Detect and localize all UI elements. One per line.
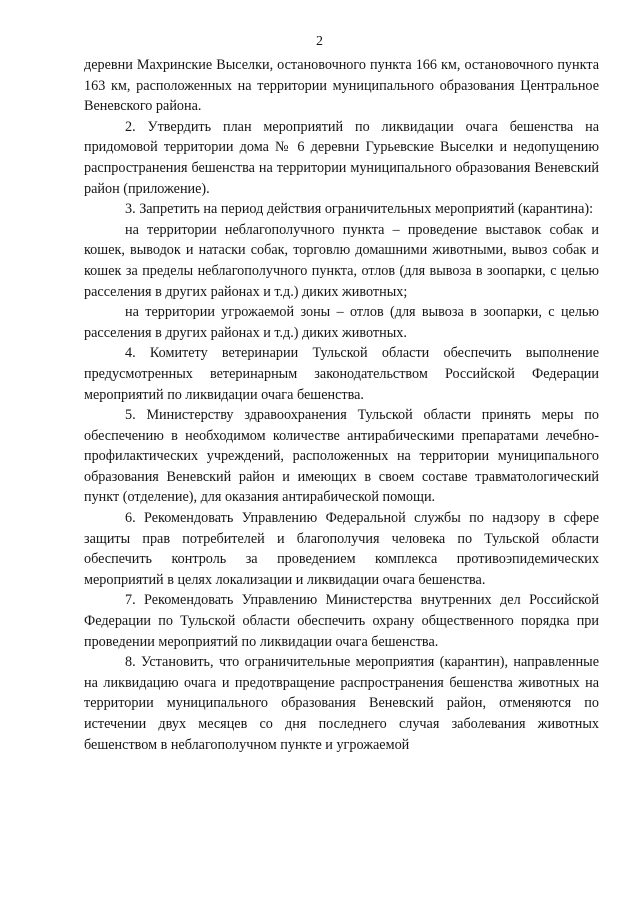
paragraph: на территории угрожаемой зоны – отлов (для вывоза в зоопарки, с целью расселения в других районах и т.д.) диких животных. xyxy=(84,304,599,341)
document-body xyxy=(84,55,599,755)
paragraph: деревни Махринские Выселки, остановочного пункта 166 км, остановочного пункта 163 км, расположенных на территории муниципального образования Центральное Веневского района. xyxy=(84,57,599,115)
paragraph: 7. Рекомендовать Управлению Министерства внутренних дел Российской Федерации по Тульской области обеспечить охрану общественного порядка при проведении мероприятий по ликвидации очага бешенства. xyxy=(84,592,599,650)
paragraph: 3. Запретить на период действия ограничительных мероприятий (карантина): xyxy=(125,201,594,218)
paragraph: на территории неблагополучного пункта – проведение выставок собак и кошек, выводок и натаски собак, торговлю домашними животными, вывоз собак и кошек за пределы неблагополучного пункта, отлов (для вывоза в зоопарки, с целью расселения в других районах и т.д.) диких животных; xyxy=(84,221,599,300)
paragraph: 4. Комитету ветеринарии Тульской области обеспечить выполнение предусмотренных ветеринарным законодательством Российской Федерации мероприятий по ликвидации очага бешенства. xyxy=(84,345,599,403)
paragraph: 2. Утвердить план мероприятий по ликвидации очага бешенства на придомовой территории дома № 6 деревни Гурьевские Выселки и недопущению распространения бешенства на территории муниципального образования Веневский район (приложение). xyxy=(84,118,599,197)
paragraph: 6. Рекомендовать Управлению Федеральной службы по надзору в сфере защиты прав потребителей и благополучия человека по Тульской области обеспечить контроль за проведением комплекса противоэпидемических мероприятий в целях локализации и ликвидации очага бешенства. xyxy=(84,510,599,588)
paragraph: 8. Установить, что ограничительные мероприятия (карантин), направленные на ликвидацию очага и предотвращение распространения бешенства животных на территории муниципального образования Веневский район, отменяются по истечении двух месяцев со дня последнего случая заболевания животных бешенством в неблагополучном пункте и угрожаемой xyxy=(84,654,599,753)
page-number: 2 xyxy=(316,34,323,49)
paragraph: 5. Министерству здравоохранения Тульской области принять меры по обеспечению в необходимом количестве антирабическими препаратами лечебно-профилактических учреждений, расположенных на территории муниципального образования Веневский район и имеющих в своем составе травматологический пункт (отделение), для оказания антирабической помощи. xyxy=(84,407,599,506)
